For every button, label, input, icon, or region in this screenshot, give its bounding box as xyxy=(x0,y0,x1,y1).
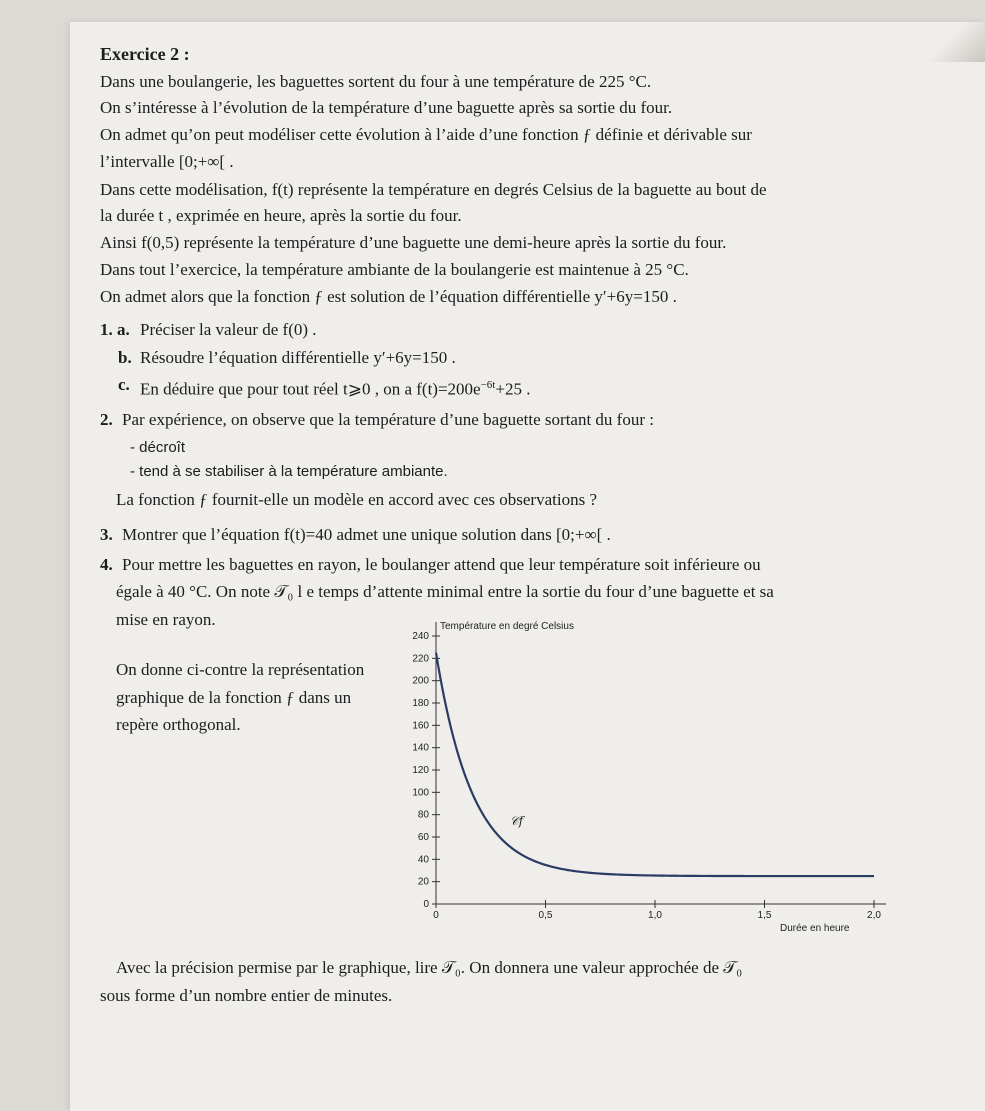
intro-line-7: Ainsi f(0,5) représente la température d’une baguette une demi-heure après la sortie du four. xyxy=(100,233,727,252)
q1c-formula xyxy=(140,375,530,400)
curve-label: 𝒞f xyxy=(510,814,524,828)
y-tick-label: 20 xyxy=(417,876,429,888)
q2-bullet-2: - tend à se stabiliser à la température ambiante. xyxy=(130,463,448,480)
y-axis-label: Température en degré Celsius xyxy=(440,621,574,632)
y-tick-label: 220 xyxy=(412,653,429,665)
q3-number: 3. xyxy=(100,525,113,544)
x-tick-label: 1,0 xyxy=(648,910,662,921)
y-tick-label: 180 xyxy=(412,698,429,709)
y-tick-label: 200 xyxy=(412,675,429,687)
y-tick-label: 100 xyxy=(412,787,429,799)
q1c-label: c. xyxy=(118,375,130,394)
y-tick-label: 80 xyxy=(417,809,429,821)
x-ticks xyxy=(433,900,881,921)
curve-f xyxy=(436,653,874,876)
intro-line-5: Dans cette modélisation, f(t) représente la température en degrés Celsius de la baguette au bout de xyxy=(100,180,767,199)
y-tick-label: 160 xyxy=(412,720,429,732)
q1c-end: +25 . xyxy=(495,379,531,399)
graph-caption-3: repère orthogonal. xyxy=(116,715,241,734)
x-tick-label: 2,0 xyxy=(867,910,881,921)
q1b-label: b. xyxy=(118,348,132,367)
y-tick-label: 120 xyxy=(412,765,429,776)
q4-line-1: Pour mettre les baguettes en rayon, le boulanger attend que leur température soit inférieure ou xyxy=(122,555,761,574)
intro-line-9: On admet alors que la fonction ƒ est solution de l’équation différentielle y′+6y=150 . xyxy=(100,287,677,306)
q4-number: 4. xyxy=(100,555,113,574)
x-tick-label: 0 xyxy=(433,910,439,921)
intro-line-8: Dans tout l’exercice, la température ambiante de la boulangerie est maintenue à 25 °C. xyxy=(100,260,689,279)
q1c-exponent: −6t xyxy=(480,379,496,391)
q4-line-2: égale à 40 °C. On note 𝒯₀ l e temps d’attente minimal entre la sortie du four d’une baguette et sa xyxy=(116,582,774,601)
chart-axes xyxy=(436,622,886,906)
y-tick-label: 60 xyxy=(417,832,429,843)
q2-number: 2. xyxy=(100,410,113,429)
page-corner xyxy=(925,22,985,62)
y-tick-label: 40 xyxy=(417,854,429,866)
exercise-title: Exercice 2 : xyxy=(100,44,190,64)
graph-caption-1: On donne ci-contre la représentation xyxy=(116,660,365,679)
x-tick-label: 0,5 xyxy=(538,910,553,921)
q1-number: 1. a. xyxy=(100,320,130,339)
q1b-text: Résoudre l’équation différentielle y′+6y=150 . xyxy=(140,348,456,367)
final-question-line-2: sous forme d’un nombre entier de minutes. xyxy=(100,986,393,1005)
intro-line-4: l’intervalle [0;+∞[ . xyxy=(100,152,234,171)
q3-text: Montrer que l’équation f(t)=40 admet une unique solution dans [0;+∞[ . xyxy=(122,525,611,544)
y-tick-label: 0 xyxy=(423,899,429,910)
q2-line-1: Par expérience, on observe que la température d’une baguette sortant du four : xyxy=(122,410,654,429)
q4-line-3: mise en rayon. xyxy=(116,610,216,629)
intro-line-6: la durée t , exprimée en heure, après la sortie du four. xyxy=(100,206,462,225)
q1c-text: En déduire que pour tout réel t⩾0 , on a f(t)=200e xyxy=(140,379,481,399)
x-tick-label: 1,5 xyxy=(757,910,772,921)
final-question-line-1: Avec la précision permise par le graphique, lire 𝒯₀. On donnera une valeur approchée de 𝒯₀ xyxy=(116,958,743,977)
function-graph xyxy=(400,612,910,942)
y-tick-label: 140 xyxy=(412,742,429,754)
intro-line-2: On s’intéresse à l’évolution de la température d’une baguette après sa sortie du four. xyxy=(100,98,673,117)
intro-line-1: Dans une boulangerie, les baguettes sortent du four à une température de 225 °C. xyxy=(100,72,652,91)
q2-bullet-1: - décroît xyxy=(130,439,186,456)
q2-line-2: La fonction ƒ fournit-elle un modèle en accord avec ces observations ? xyxy=(116,490,597,509)
intro-line-3: On admet qu’on peut modéliser cette évolution à l’aide d’une fonction ƒ définie et dérivable sur xyxy=(100,125,752,144)
q1a-text: Préciser la valeur de f(0) . xyxy=(140,320,317,339)
graph-caption-2: graphique de la fonction ƒ dans un xyxy=(116,688,352,707)
y-tick-label: 240 xyxy=(412,631,429,642)
x-axis-label: Durée en heure xyxy=(780,923,850,934)
